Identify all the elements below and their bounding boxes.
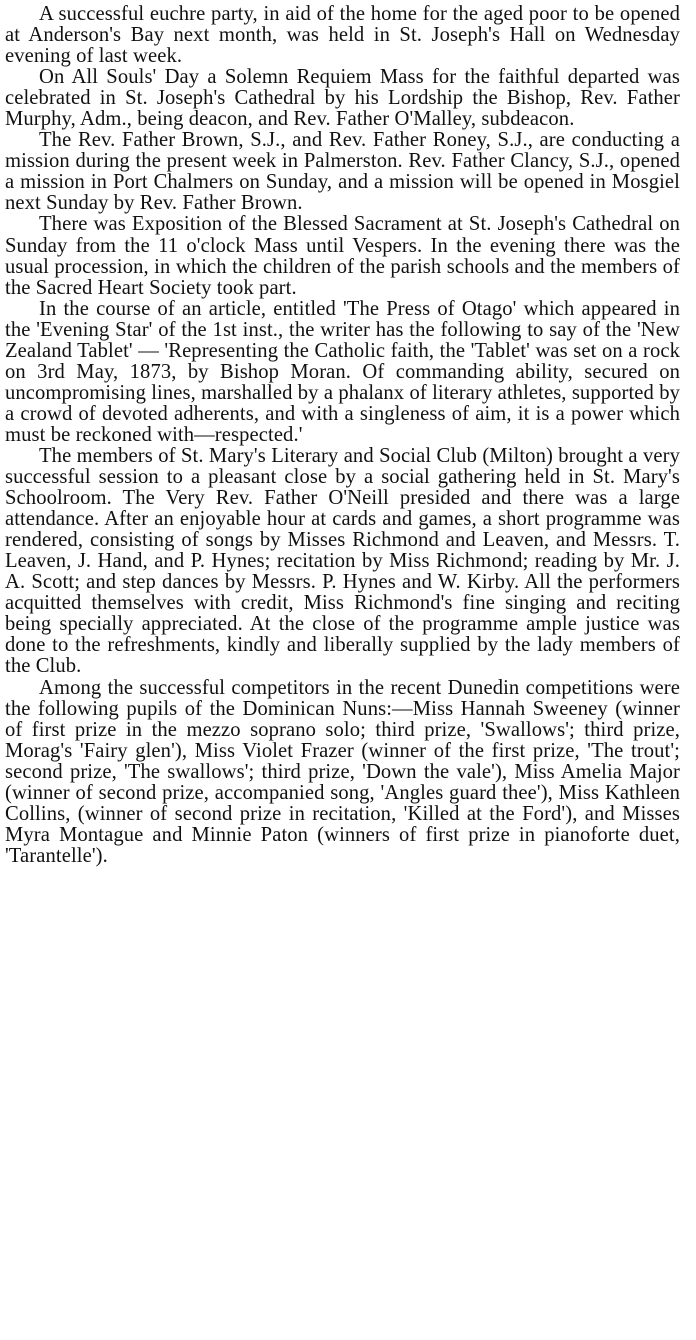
paragraph-press-of-otago: In the course of an article, entitled 'The Press of Otago' which appeared in the 'Evening Star' of the 1st inst., the writer has the following to say of the 'New Zealand Tablet' — 'Representing the Catholic faith, the 'Tablet' was set on a rock on 3rd May, 1873, by Bishop Moran. Of commanding ability, secured on uncompromising lines, marshalled by a phalanx of literary athletes, supported by a crowd of devoted adherents, and with a singleness of aim, it is a power which must be reckoned with—respected.' xyxy=(5,297,680,446)
paragraph-competitions: Among the successful competitors in the recent Dunedin competitions were the following pupils of the Dominican Nuns:—Miss Hannah Sweeney (winner of first prize in the mezzo soprano solo; third prize, 'Swallows'; third prize, Morag's 'Fairy glen'), Miss Violet Frazer (winner of the first prize, 'The trout'; second prize, 'The swallows'; third prize, 'Down the vale'), Miss Amelia Major (winner of second prize, accompanied song, 'Angles guard thee'), Miss Kathleen Collins, (winner of second prize in recitation, 'Killed at the Ford'), and Misses Myra Montague and Minnie Paton (winners of first prize in pianoforte duet, 'Tarantelle'). xyxy=(5,676,680,867)
paragraph-missions: The Rev. Father Brown, S.J., and Rev. Father Roney, S.J., are conducting a mission during the present week in Palmerston. Rev. Father Clancy, S.J., opened a mission in Port Chalmers on Sunday, and a mission will be opened in Mosgiel next Sunday by Rev. Father Brown. xyxy=(5,129,680,215)
paragraph-requiem-mass: On All Souls' Day a Solemn Requiem Mass for the faithful departed was celebrated in St. Joseph's Cathedral by his Lordship the Bishop, Rev. Father Murphy, Adm., being deacon, and Rev. Father O'Malley, subdeacon. xyxy=(5,66,680,131)
paragraph-euchre-party: A successful euchre party, in aid of the home for the aged poor to be opened at Anderson's Bay next month, was held in St. Joseph's Hall on Wednesday evening of last week. xyxy=(5,3,680,68)
paragraph-exposition: There was Exposition of the Blessed Sacrament at St. Joseph's Cathedral on Sunday from the 11 o'clock Mass until Vespers. In the evening there was the usual procession, in which the children of the parish schools and the members of the Sacred Heart Society took part. xyxy=(5,213,680,299)
paragraph-milton-club: The members of St. Mary's Literary and Social Club (Milton) brought a very successful session to a pleasant close by a social gathering held in St. Mary's Schoolroom. The Very Rev. Father O'Neill presided and there was a large attendance. After an enjoyable hour at cards and games, a short programme was rendered, consisting of songs by Misses Richmond and Leaven, and Messrs. T. Leaven, J. Hand, and P. Hynes; recitation by Miss Richmond; reading by Mr. J. A. Scott; and step dances by Messrs. P. Hynes and W. Kirby. All the performers acquitted themselves with credit, Miss Richmond's fine singing and reciting being specially appreciated. At the close of the programme ample justice was done to the refreshments, kindly and liberally supplied by the lady members of the Club. xyxy=(5,444,680,678)
